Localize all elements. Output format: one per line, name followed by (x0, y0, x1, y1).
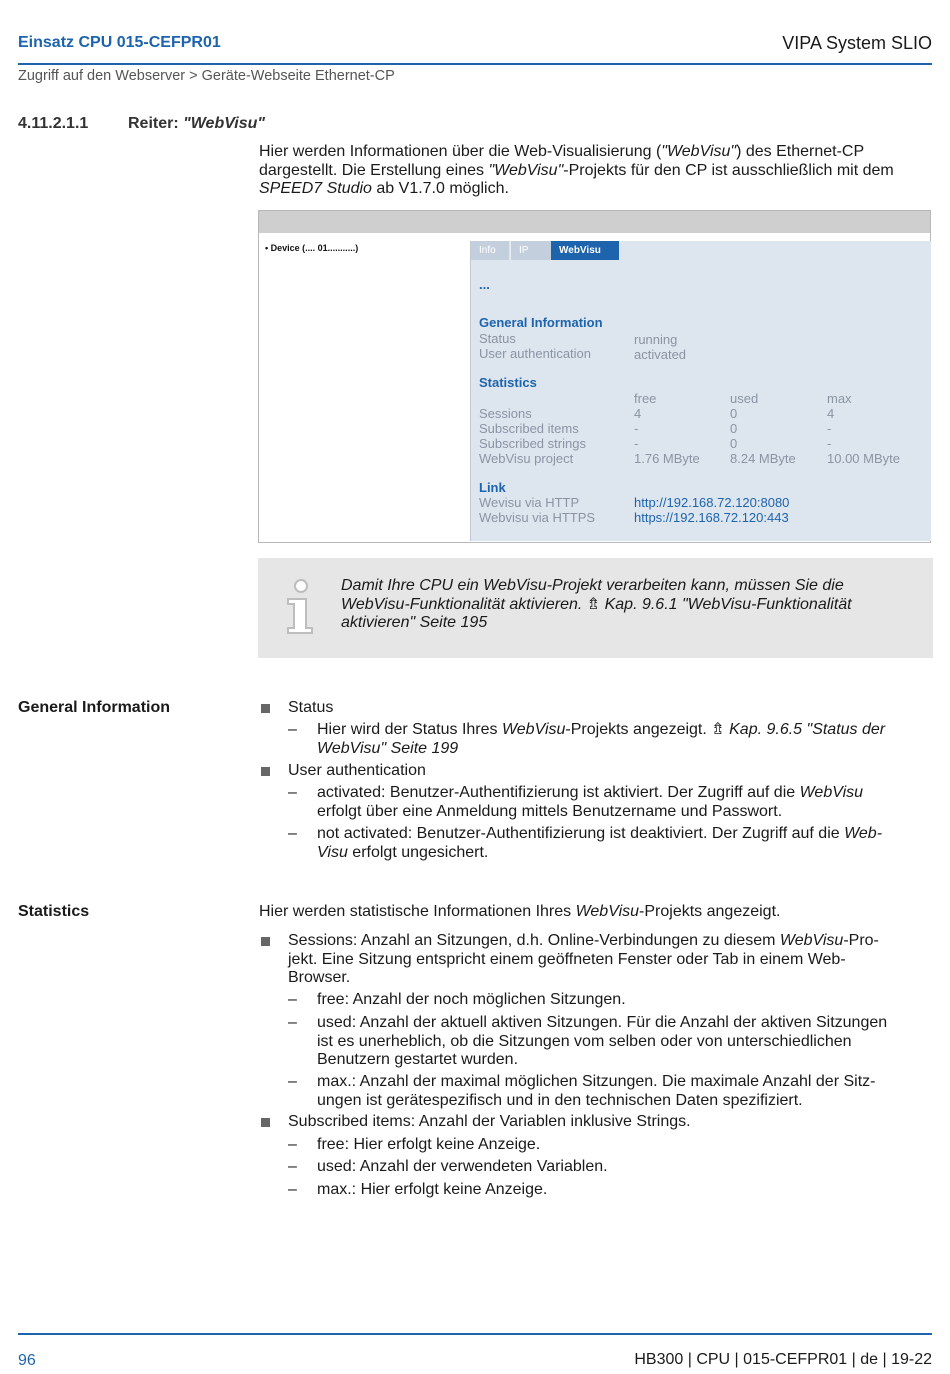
col-free: free (634, 391, 657, 406)
desc-line: used: Anzahl der aktuell aktiven Sitzungen. Für die Anzahl der aktiven Sitzungen (317, 1014, 888, 1031)
auth-not-activated-desc (317, 825, 929, 862)
desc-line: Browser. (288, 969, 351, 986)
section-name: "WebVisu" (183, 115, 265, 132)
webvisu-screenshot (258, 210, 931, 543)
document-id: HB300 | CPU | 015-CEFPR01 | de | 19-22 (634, 1351, 932, 1368)
stat-cell: 0 (730, 421, 738, 436)
dash-icon: – (288, 1014, 297, 1031)
dash-icon: – (288, 1136, 297, 1153)
status-description (317, 721, 929, 758)
tab-ip[interactable]: IP (510, 241, 551, 260)
statistics-label: Statistics (18, 903, 90, 920)
desc-webvisu: WebVisu (779, 932, 844, 949)
intro-paragraph (259, 143, 929, 199)
desc-webvisu: WebVisu (799, 784, 864, 801)
status-value: running (634, 332, 678, 347)
auth-value: activated (634, 347, 687, 362)
desc-line: ist es unerheblich, ob die Sitzungen vom selben oder von unterschiedlichen (317, 1032, 852, 1050)
stat-row-label: Subscribed strings (479, 436, 586, 451)
bullet-icon (261, 767, 270, 776)
dash-icon: – (288, 825, 297, 842)
bullet-icon (261, 1118, 270, 1127)
tab-info[interactable]: Info (471, 241, 509, 260)
list-item-status: Status (288, 699, 334, 716)
desc-text: Sessions: Anzahl an Sitzungen, d.h. Online-Verbindungen zu diesem (288, 932, 780, 949)
dash-icon: – (288, 1073, 297, 1090)
desc-line (317, 721, 929, 740)
breadcrumb: Zugriff auf den Webserver > Geräte-Webseite Ethernet-CP (18, 68, 395, 84)
screenshot-titlebar (259, 211, 930, 233)
desc-text: -Pro- (843, 932, 879, 949)
intro-studio: SPEED7 Studio (259, 180, 372, 197)
sessions-used (317, 1014, 929, 1070)
stat-cell: 0 (730, 406, 738, 421)
list-item-sessions (288, 932, 929, 988)
desc-text: Hier wird der Status Ihres (317, 721, 502, 738)
general-info-heading: General Information (479, 315, 603, 330)
desc-line (288, 932, 929, 951)
crossref-icon: ⇯ (586, 595, 601, 613)
intro-text: -Projekts angezeigt. (639, 903, 781, 920)
intro-text: Hier werden statistische Informationen Ihres (259, 903, 576, 920)
note-text-part: WebVisu-Funktionalität aktivieren. (341, 595, 587, 613)
device-tree-item[interactable]: • Device (.... 01...........) (265, 243, 359, 253)
info-icon (282, 578, 318, 639)
desc-line: jekt. Eine Sitzung entspricht einem geöffneten Fenster oder Tab in einem Web- (288, 950, 846, 968)
desc-line: Benutzern gestartet wurden. (317, 1051, 519, 1068)
stat-cell: 0 (730, 436, 738, 451)
items-free: free: Hier erfolgt keine Anzeige. (317, 1136, 541, 1153)
col-used: used (730, 391, 759, 406)
stat-cell: 8.24 MByte (730, 451, 796, 466)
intro-text: ab V1.7.0 möglich. (371, 180, 509, 197)
http-label: Wevisu via HTTP (479, 495, 580, 510)
desc-webvisu: Web- (844, 825, 883, 842)
desc-line: erfolgt über eine Anmeldung mittels Benutzername und Passwort. (317, 802, 783, 820)
https-label: Webvisu via HTTPS (479, 510, 596, 525)
header-rule (18, 63, 932, 65)
footer-rule (18, 1333, 932, 1335)
desc-text: erfolgt ungesichert. (347, 843, 489, 861)
page-number: 96 (18, 1352, 36, 1369)
intro-webvisu: "WebVisu" (488, 161, 564, 179)
link-heading: Link (479, 480, 506, 495)
stat-cell: 10.00 MByte (827, 451, 900, 466)
desc-text: -Projekts angezeigt. (565, 721, 712, 738)
note-line (341, 596, 911, 615)
stat-cell: 4 (634, 406, 642, 421)
intro-text: Hier werden Informationen über die Web-Visualisierung ( (259, 143, 662, 160)
webvisu-panel (470, 241, 931, 541)
statistics-heading: Statistics (479, 375, 537, 390)
items-max: max.: Hier erfolgt keine Anzeige. (317, 1181, 548, 1198)
intro-text: ) des Ethernet-CP dargestellt. Die Erstellung eines (259, 143, 864, 179)
crossref-link[interactable]: WebVisu" Seite 199 (317, 739, 459, 757)
note-line: Damit Ihre CPU ein WebVisu-Projekt verarbeiten kann, müssen Sie die (341, 577, 844, 594)
desc-line: max.: Anzahl der maximal möglichen Sitzungen. Die maximale Anzahl der Sitz- (317, 1073, 876, 1090)
stat-row-label: Sessions (479, 406, 532, 421)
desc-line (317, 740, 929, 759)
intro-webvisu: WebVisu (575, 903, 640, 920)
auth-label: User authentication (479, 346, 592, 361)
dash-icon: – (288, 784, 297, 801)
bullet-icon (261, 704, 270, 713)
sessions-free: free: Anzahl der noch möglichen Sitzungen. (317, 991, 626, 1008)
stat-cell: - (634, 436, 639, 451)
list-item-auth: User authentication (288, 762, 426, 779)
sessions-max (317, 1073, 929, 1110)
stat-cell: - (634, 421, 639, 436)
tab-webvisu[interactable]: WebVisu (551, 241, 619, 260)
section-label: Reiter: (128, 115, 179, 132)
desc-line: ungen ist gerätespezifisch und in den technischen Daten spezifiziert. (317, 1091, 803, 1109)
product-name: VIPA System SLIO (782, 33, 932, 53)
stat-cell: 4 (827, 406, 835, 421)
stat-cell: 1.76 MByte (634, 451, 700, 466)
note-text (341, 577, 911, 633)
crossref-link[interactable]: ⇯ Kap. 9.6.5 "Status der (711, 721, 886, 738)
desc-webvisu: Visu (317, 843, 348, 861)
statistics-intro (259, 903, 780, 922)
section-title (128, 115, 265, 133)
info-note (258, 558, 933, 658)
https-link[interactable]: https://192.168.72.120:443 (634, 510, 789, 525)
list-item-subscribed-items: Subscribed items: Anzahl der Variablen inklusive Strings. (288, 1113, 691, 1130)
dash-icon: – (288, 1158, 297, 1175)
panel-ellipsis: ... (479, 277, 490, 292)
desc-line (317, 784, 929, 803)
crossref-link[interactable]: aktivieren" Seite 195 (341, 614, 488, 631)
intro-text: -Projekts für den CP ist ausschließlich mit dem (563, 161, 894, 179)
desc-line (317, 825, 929, 844)
intro-webvisu: "WebVisu" (661, 143, 737, 160)
items-used: used: Anzahl der verwendeten Variablen. (317, 1158, 608, 1175)
stat-cell: - (827, 421, 832, 436)
desc-line (317, 844, 929, 863)
stat-cell: - (827, 436, 832, 451)
desc-text: activated: Benutzer-Authentifizierung ist aktiviert. Der Zugriff auf die (317, 784, 800, 801)
dash-icon: – (288, 1181, 297, 1198)
stat-row-label: WebVisu project (479, 451, 574, 466)
stat-row-label: Subscribed items (479, 421, 579, 436)
desc-text: not activated: Benutzer-Authentifizierung ist deaktiviert. Der Zugriff auf die (317, 825, 845, 842)
chapter-title: Einsatz CPU 015-CEFPR01 (18, 34, 221, 51)
bullet-icon (261, 937, 270, 946)
crossref-link[interactable]: Kap. 9.6.1 "WebVisu-Funktionalität (600, 595, 852, 613)
auth-activated-desc (317, 784, 929, 821)
general-info-label: General Information (18, 699, 171, 716)
status-label: Status (479, 331, 516, 346)
section-number: 4.11.2.1.1 (18, 115, 89, 132)
dash-icon: – (288, 721, 297, 738)
dash-icon: – (288, 991, 297, 1008)
desc-webvisu: WebVisu (501, 721, 566, 738)
http-link[interactable]: http://192.168.72.120:8080 (634, 495, 790, 510)
col-max: max (827, 391, 852, 406)
